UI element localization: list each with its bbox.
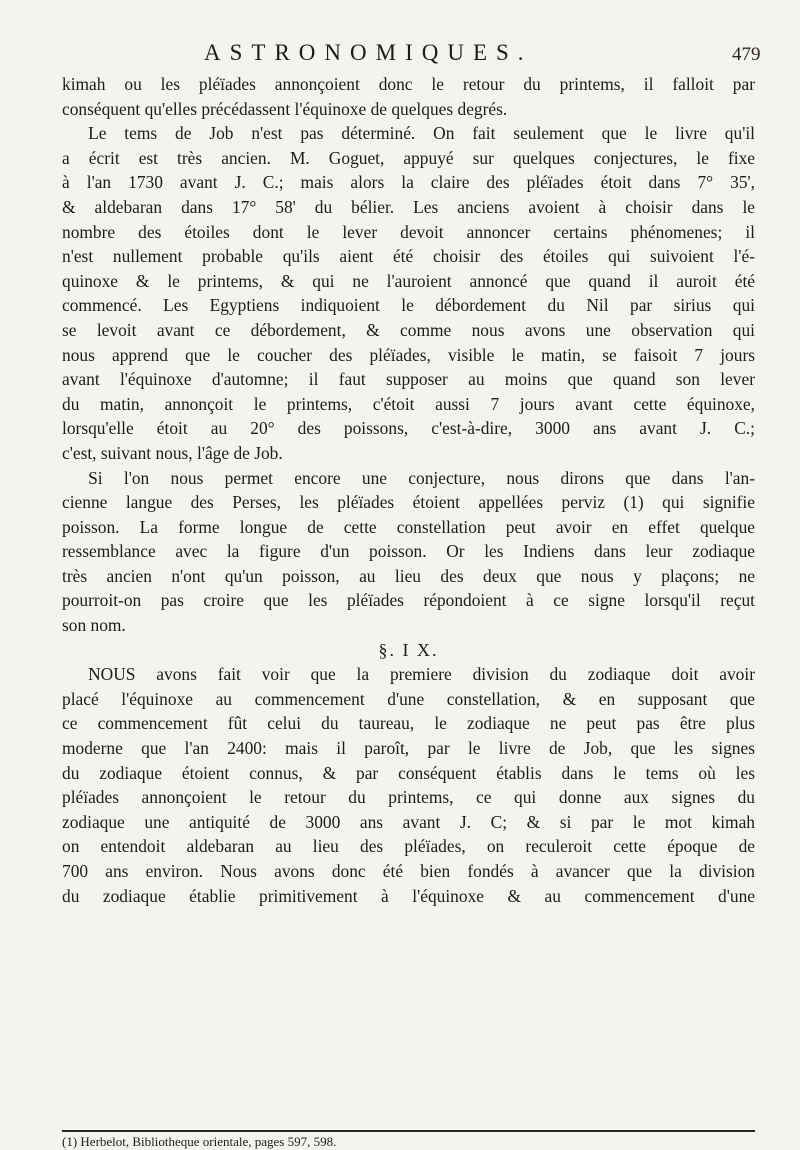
text-line: du zodiaque étoient connus, & par conséquent établis dans le tems où les	[62, 762, 755, 783]
text-line: 700 ans environ. Nous avons donc été bien fondés à avancer que la division	[62, 861, 755, 881]
text-line: ce commencement fût celui du taureau, le zodiaque ne peut pas être plus	[62, 713, 755, 734]
text-line: placé l'équinoxe au commencement d'une constellation, & en supposant que	[62, 688, 755, 709]
text-line: nous apprend que le coucher des pléïades, visible le matin, se faisoit 7 jours	[62, 344, 755, 365]
text-line: conséquent qu'elles précédassent l'équinoxe de quelques degrés.	[62, 98, 508, 119]
text-line: très ancien n'ont qu'un poisson, au lieu des deux que nous y plaçons; ne	[62, 565, 755, 586]
text-line: à l'an 1730 avant J. C.; mais alors la claire des pléïades étoit dans 7° 35',	[62, 172, 755, 193]
text-line: avant l'équinoxe d'automne; il faut supposer au moins que quand son lever	[62, 369, 755, 390]
text-line: c'est, suivant nous, l'âge de Job.	[62, 442, 283, 463]
text-line: moderne que l'an 2400: mais il paroît, par le livre de Job, que les signes	[62, 738, 755, 759]
text-line: zodiaque une antiquité de 3000 ans avant J. C; & si par le mot kimah	[62, 811, 755, 832]
text-line: Le tems de Job n'est pas déterminé. On fait seulement que le livre qu'il	[88, 123, 755, 144]
running-title: ASTRONOMIQUES.	[204, 40, 533, 65]
text-line: son nom.	[62, 615, 126, 636]
footnote-divider	[62, 1130, 755, 1132]
text-line: pourroit-on pas croire que les pléïades répondoient à ce signe lorsqu'il reçut	[62, 590, 755, 611]
text-line: lorsqu'elle étoit au 20° des poissons, c'est-à-dire, 3000 ans avant J. C.;	[62, 418, 755, 439]
section-heading: §. I X.	[378, 639, 439, 660]
page-number: 479	[732, 44, 761, 65]
text-line: a écrit est très ancien. M. Goguet, appuyé sur quelques conjectures, le fixe	[62, 147, 755, 168]
text-line: poisson. La forme longue de cette constellation peut avoir en effet quelque	[62, 516, 755, 537]
text-line: Si l'on nous permet encore une conjecture, nous dirons que dans l'an-	[88, 467, 755, 488]
text-line: NOUS avons fait voir que la premiere division du zodiaque doit avoir	[88, 664, 755, 685]
text-line: se levoit avant ce débordement, & comme nous avons une observation qui	[62, 319, 755, 340]
page-header	[0, 40, 800, 70]
text-line: nombre des étoiles dont le lever devoit annoncer certains phénomenes; il	[62, 221, 755, 242]
text-line: pléïades annonçoient le retour du printems, ce qui donne aux signes du	[62, 787, 755, 808]
text-line: kimah ou les pléïades annonçoient donc le retour du printems, il falloit par	[62, 74, 755, 94]
footnote: (1) Herbelot, Bibliotheque orientale, pages 597, 598.	[62, 1134, 337, 1149]
text-line: ressemblance avec la figure d'un poisson. Or les Indiens dans leur zodiaque	[62, 541, 755, 562]
text-line: du matin, annonçoit le printems, c'étoit aussi 7 jours avant cette équinoxe,	[62, 393, 755, 414]
text-line: n'est nullement probable qu'ils aient été choisir des étoiles qui suivoient l'é-	[62, 246, 755, 267]
text-line: on entendoit aldebaran au lieu des pléïades, on reculeroit cette époque de	[62, 836, 755, 857]
text-line: & aldebaran dans 17° 58' du bélier. Les anciens avoient à choisir dans le	[62, 196, 755, 217]
main-text	[62, 72, 755, 908]
text-line: quinoxe & le printems, & qui ne l'auroient annoncé que quand il auroit été	[62, 270, 755, 291]
text-line: cienne langue des Perses, les pléïades étoient appellées perviz (1) qui signifie	[62, 492, 755, 513]
text-line: commencé. Les Egyptiens indiquoient le débordement du Nil par sirius qui	[62, 295, 755, 316]
text-line: du zodiaque établie primitivement à l'équinoxe & au commencement d'une	[62, 885, 755, 906]
